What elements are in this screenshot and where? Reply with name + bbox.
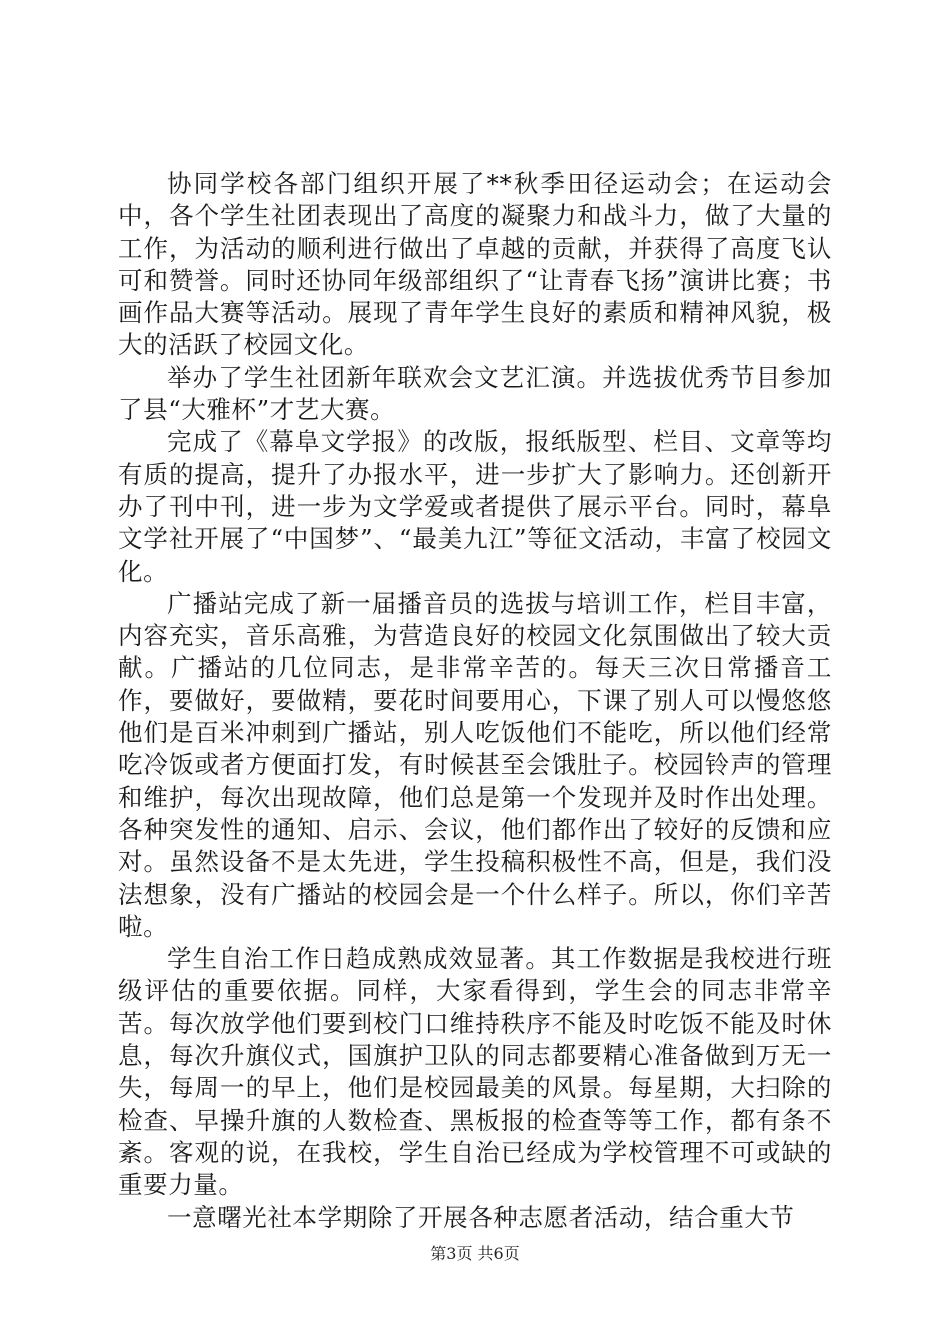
paragraph-new-year-gala: 举办了学生社团新年联欢会文艺汇演。并选拔优秀节目参加了县“大雅杯”才艺大赛。 — [118, 362, 832, 425]
body-text — [118, 168, 832, 1234]
paragraph-student-self-governance: 学生自治工作日趋成熟成效显著。其工作数据是我校进行班级评估的重要依据。同样，大家看得到，学生会的同志非常辛苦。每次放学他们要到校门口维持秩序不能及时吃饭不能及时休息，每次升旗仪式，国旗护卫队的同志都要精心准备做到万无一失，每周一的早上，他们是校园最美的风景。每星期，大扫除的检查、早操升旗的人数检查、黑板报的检查等等工作，都有条不紊。客观的说，在我校，学生自治已经成为学校管理不可或缺的重要力量。 — [118, 944, 832, 1200]
paragraph-sports-meet: 协同学校各部门组织开展了**秋季田径运动会；在运动会中，各个学生社团表现出了高度的凝聚力和战斗力，做了大量的工作，为活动的顺利进行做出了卓越的贡献，并获得了高度飞认可和赞誉。同时还协同年级部组织了“让青春飞扬”演讲比赛；书画作品大赛等活动。展现了青年学生良好的素质和精神风貌，极大的活跃了校园文化。 — [118, 169, 832, 360]
page-number-footer: 第3页 共6页 — [430, 1244, 520, 1263]
paragraph-literary-newspaper: 完成了《幕阜文学报》的改版，报纸版型、栏目、文章等均有质的提高，提升了办报水平，进一步扩大了影响力。还创新开办了刊中刊，进一步为文学爱或者提供了展示平台。同时，幕阜文学社开展了“中国梦”、“最美九江”等征文活动，丰富了校园文化。 — [118, 427, 832, 586]
paragraph-broadcast-station: 广播站完成了新一届播音员的选拔与培训工作，栏目丰富，内容充实，音乐高雅，为营造良好的校园文化氛围做出了较大贡献。广播站的几位同志，是非常辛苦的。每天三次日常播音工作，要做好，要做精，要花时间要用心，下课了别人可以慢悠悠他们是百米冲刺到广播站，别人吃饭他们不能吃，所以他们经常吃冷饭或者方便面打发，有时候甚至会饿肚子。校园铃声的管理和维护，每次出现故障，他们总是第一个发现并及时作出处理。各种突发性的通知、启示、会议，他们都作出了较好的反馈和应对。虽然设备不是太先进，学生投稿积极性不高，但是，我们没法想象，没有广播站的校园会是一个什么样子。所以，你们辛苦啦。 — [118, 588, 832, 941]
paragraph-volunteer-club: 一意曙光社本学期除了开展各种志愿者活动，结合重大节 — [167, 1202, 795, 1232]
